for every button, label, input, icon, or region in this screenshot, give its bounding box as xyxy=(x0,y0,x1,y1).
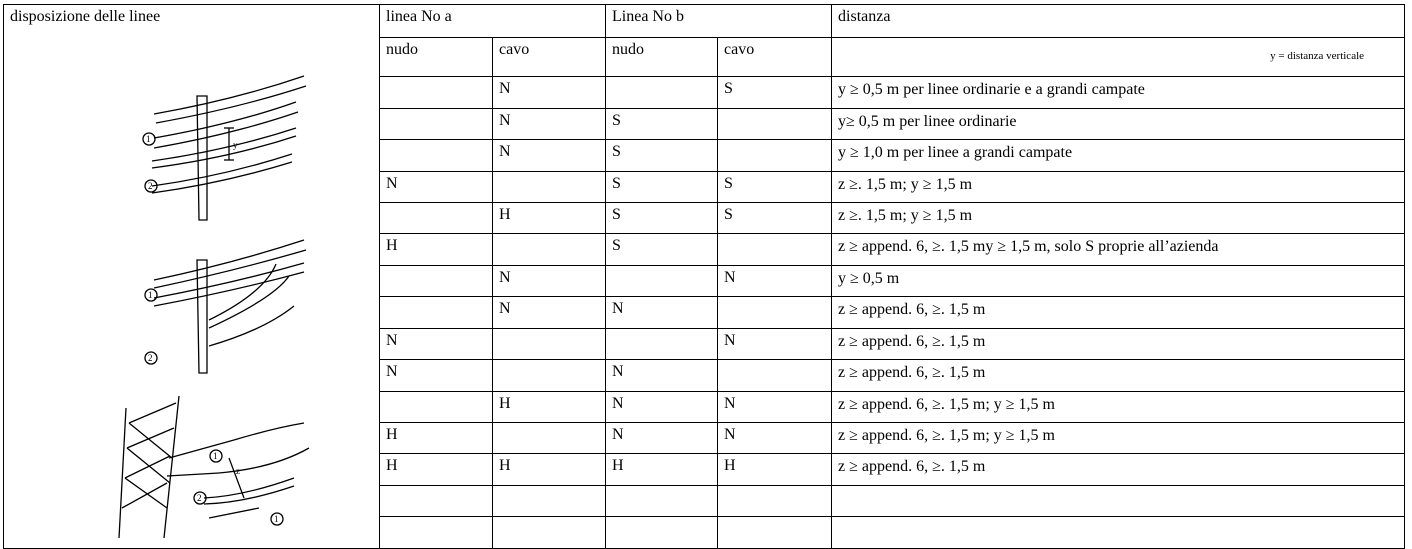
cell-distanza: z ≥ append. 6, ≥. 1,5 m xyxy=(832,328,1405,359)
cell-b-nudo: S xyxy=(606,108,718,139)
cell-a-nudo xyxy=(380,77,493,108)
cell-b-nudo xyxy=(606,265,718,296)
pole-diagram-1 xyxy=(143,76,306,220)
cell-b-cavo: H xyxy=(718,454,832,485)
cell-a-cavo: H xyxy=(493,202,606,233)
cell-b-cavo xyxy=(718,485,832,516)
cell-a-cavo xyxy=(493,517,606,549)
cell-a-nudo: H xyxy=(380,454,493,485)
cell-a-nudo: H xyxy=(380,423,493,454)
cell-distanza: z ≥ append. 6, ≥. 1,5 m; y ≥ 1,5 m xyxy=(832,423,1405,454)
cell-a-cavo: N xyxy=(493,108,606,139)
cell-b-nudo: H xyxy=(606,454,718,485)
cell-b-nudo xyxy=(606,328,718,359)
cell-b-nudo: S xyxy=(606,140,718,171)
cell-b-nudo: S xyxy=(606,234,718,265)
label-2a: 2 xyxy=(148,181,153,191)
cell-a-cavo: H xyxy=(493,454,606,485)
cell-a-cavo xyxy=(493,171,606,202)
label-1b: 1 xyxy=(148,290,153,300)
cell-a-nudo xyxy=(380,265,493,296)
pole-diagram-2 xyxy=(145,240,306,373)
cell-distanza: z ≥. 1,5 m; y ≥ 1,5 m xyxy=(832,202,1405,233)
cell-b-cavo xyxy=(718,517,832,549)
line-distance-table xyxy=(3,4,1405,549)
label-2b: 2 xyxy=(148,353,153,363)
distance-header: distanza xyxy=(832,5,1405,38)
cell-a-nudo: N xyxy=(380,360,493,391)
cell-b-cavo: N xyxy=(718,328,832,359)
arrangement-header: disposizione delle linee xyxy=(10,8,161,25)
label-z: z xyxy=(236,466,240,476)
cell-b-nudo: N xyxy=(606,423,718,454)
cell-distanza: y ≥ 1,0 m per linee a grandi campate xyxy=(832,140,1405,171)
cell-a-nudo xyxy=(380,391,493,422)
label-1d: 1 xyxy=(274,514,279,524)
cell-distanza xyxy=(832,485,1405,516)
cell-b-cavo: S xyxy=(718,202,832,233)
cell-b-nudo: S xyxy=(606,171,718,202)
cell-a-nudo xyxy=(380,297,493,328)
cell-b-nudo xyxy=(606,485,718,516)
cell-b-nudo xyxy=(606,517,718,549)
cell-a-nudo xyxy=(380,517,493,549)
cell-distanza: z ≥ append. 6, ≥. 1,5 m; y ≥ 1,5 m xyxy=(832,391,1405,422)
cell-a-nudo: N xyxy=(380,171,493,202)
line-b-bare-header: nudo xyxy=(606,37,718,77)
cell-b-cavo xyxy=(718,360,832,391)
line-arrangement-figures xyxy=(4,28,380,548)
cell-b-cavo: N xyxy=(718,423,832,454)
cell-distanza: z ≥. 1,5 m; y ≥ 1,5 m xyxy=(832,171,1405,202)
cell-a-cavo xyxy=(493,423,606,454)
header-row xyxy=(4,5,1405,38)
lattice-tower-diagram xyxy=(119,396,309,538)
cell-a-nudo: H xyxy=(380,234,493,265)
cell-b-cavo xyxy=(718,234,832,265)
cell-a-cavo: N xyxy=(493,77,606,108)
cell-a-nudo xyxy=(380,108,493,139)
cell-b-cavo xyxy=(718,108,832,139)
cell-b-cavo: S xyxy=(718,171,832,202)
label-1a: 1 xyxy=(146,134,151,144)
cell-a-nudo: N xyxy=(380,328,493,359)
cell-b-cavo xyxy=(718,297,832,328)
label-y: y xyxy=(233,140,238,150)
line-a-header: linea No a xyxy=(380,5,606,38)
cell-a-cavo: N xyxy=(493,297,606,328)
cell-a-cavo: N xyxy=(493,265,606,296)
cell-b-cavo: N xyxy=(718,391,832,422)
cell-a-cavo: N xyxy=(493,140,606,171)
cell-b-cavo: S xyxy=(718,77,832,108)
cell-b-nudo: N xyxy=(606,360,718,391)
cell-distanza: z ≥ append. 6, ≥. 1,5 m xyxy=(832,454,1405,485)
cell-b-cavo xyxy=(718,140,832,171)
line-a-bare-header: nudo xyxy=(380,37,493,77)
cell-a-nudo xyxy=(380,202,493,233)
cell-a-cavo xyxy=(493,485,606,516)
line-b-header: Linea No b xyxy=(606,5,832,38)
cell-distanza: y ≥ 0,5 m xyxy=(832,265,1405,296)
cell-distanza: z ≥ append. 6, ≥. 1,5 m xyxy=(832,360,1405,391)
cell-a-cavo xyxy=(493,328,606,359)
cell-distanza: z ≥ append. 6, ≥. 1,5 m xyxy=(832,297,1405,328)
cell-b-cavo: N xyxy=(718,265,832,296)
label-1c: 1 xyxy=(213,451,218,461)
line-a-cable-header: cavo xyxy=(493,37,606,77)
cell-b-nudo xyxy=(606,77,718,108)
arrangement-cell xyxy=(4,5,380,549)
cell-a-nudo xyxy=(380,485,493,516)
cell-a-nudo xyxy=(380,140,493,171)
cell-distanza: y ≥ 0,5 m per linee ordinarie e a grandi campate xyxy=(832,77,1405,108)
cell-distanza: z ≥ append. 6, ≥. 1,5 my ≥ 1,5 m, solo S proprie all’azienda xyxy=(832,234,1405,265)
cell-distanza: y≥ 0,5 m per linee ordinarie xyxy=(832,108,1405,139)
cell-distanza xyxy=(832,517,1405,549)
line-b-cable-header: cavo xyxy=(718,37,832,77)
label-2c: 2 xyxy=(197,493,202,503)
cell-a-cavo xyxy=(493,360,606,391)
cell-b-nudo: S xyxy=(606,202,718,233)
vertical-distance-note: y = distanza verticale xyxy=(832,37,1405,77)
cell-b-nudo: N xyxy=(606,391,718,422)
cell-b-nudo: N xyxy=(606,297,718,328)
cell-a-cavo xyxy=(493,234,606,265)
cell-a-cavo: H xyxy=(493,391,606,422)
